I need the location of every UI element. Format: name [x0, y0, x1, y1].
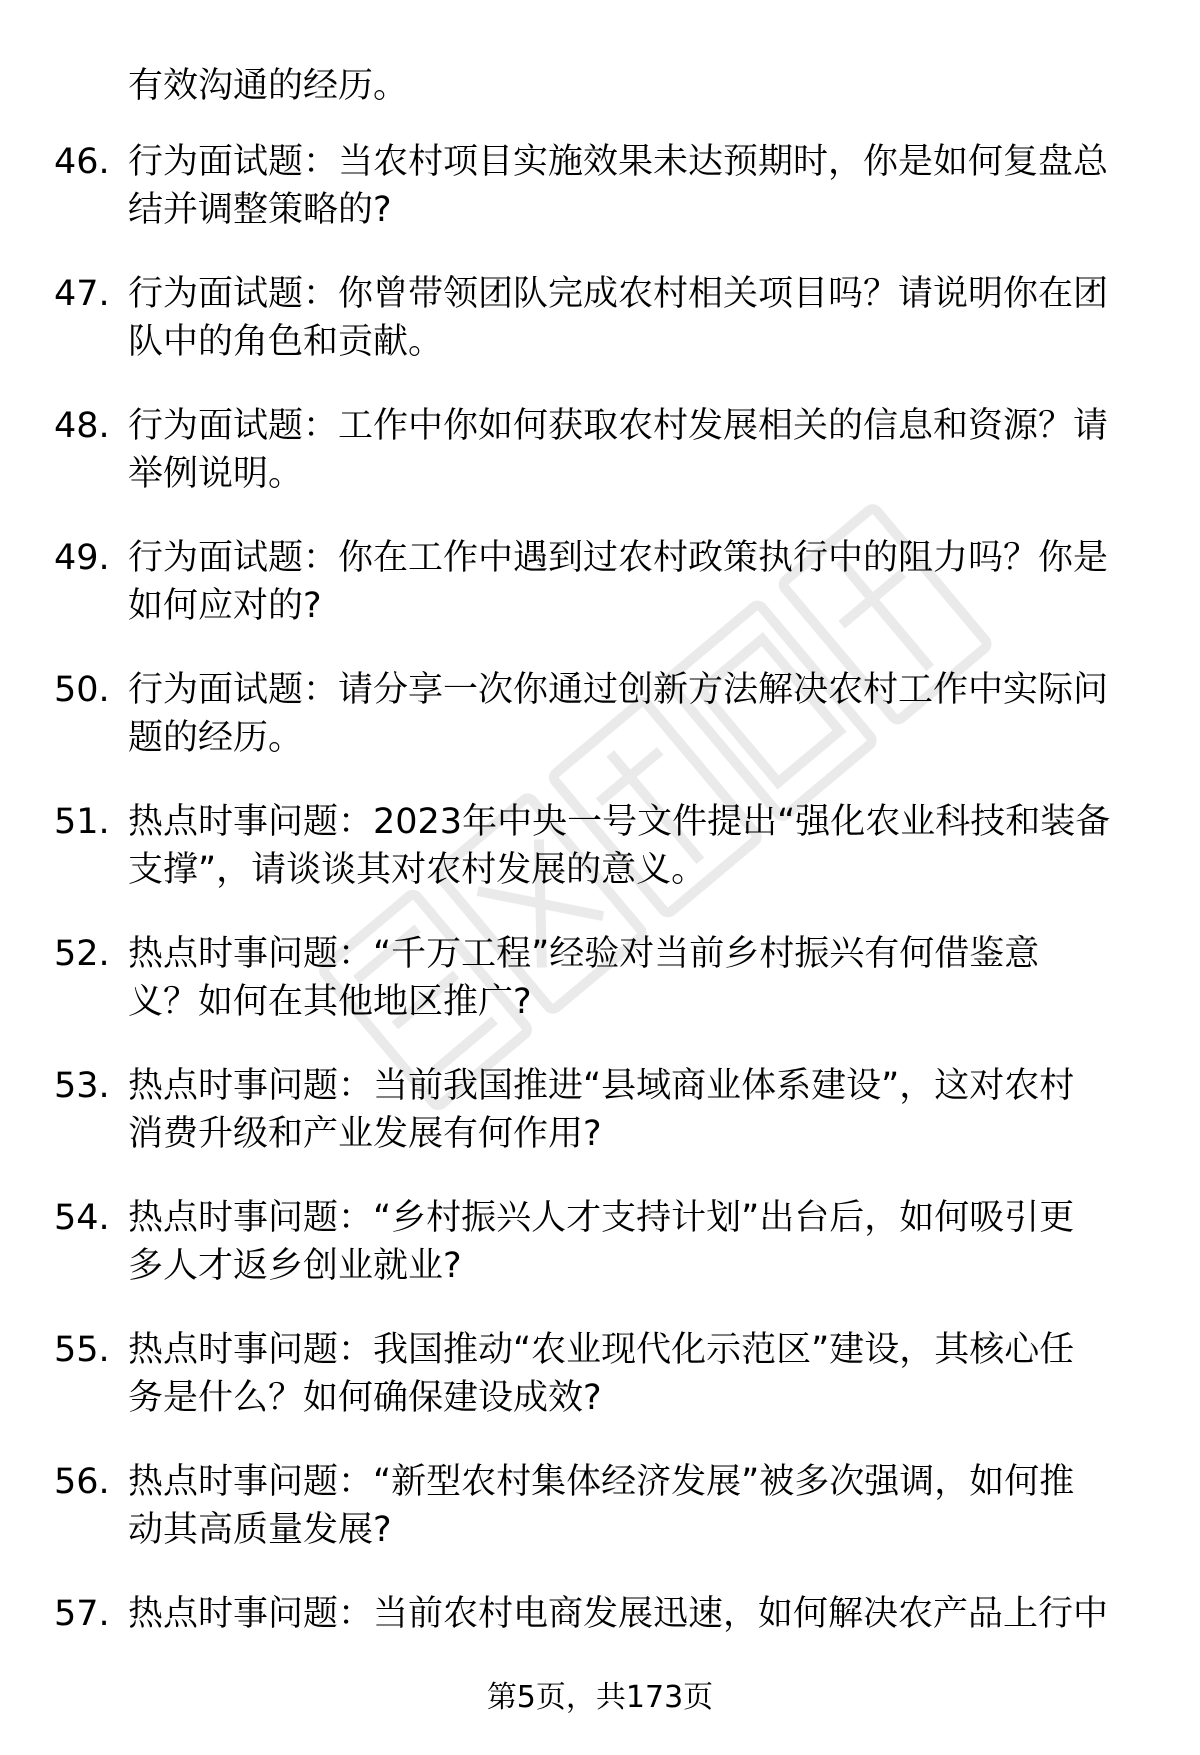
question-number: 52.: [54, 934, 110, 974]
question-text-line-2: 结并调整策略的?: [128, 190, 392, 230]
question-number: 56.: [54, 1462, 110, 1502]
question-number: 48.: [54, 406, 110, 446]
list-item: [0, 798, 1200, 930]
question-text-line-2: 支撑”，请谈谈其对农村发展的意义。: [128, 850, 707, 890]
list-item: [0, 930, 1200, 1062]
question-text-line-1: 行为面试题：工作中你如何获取农村发展相关的信息和资源？请: [128, 406, 1109, 446]
question-text-line-2: 举例说明。: [128, 454, 304, 494]
question-text-line-2: 队中的角色和贡献。: [128, 322, 444, 362]
question-number: 46.: [54, 142, 110, 182]
question-list: [0, 138, 1200, 1722]
question-text-line-2: 消费升级和产业发展有何作用?: [128, 1114, 602, 1154]
list-item: [0, 1062, 1200, 1194]
question-text-line-2: 务是什么？如何确保建设成效?: [128, 1378, 602, 1418]
question-text-line-1: 热点时事问题：“千万工程”经验对当前乡村振兴有何借鉴意: [128, 934, 1040, 974]
list-item: [0, 1326, 1200, 1458]
question-number: 57.: [54, 1594, 110, 1634]
question-number: 51.: [54, 802, 110, 842]
question-number: 47.: [54, 274, 110, 314]
question-number: 49.: [54, 538, 110, 578]
question-text-line-2: 动其高质量发展?: [128, 1510, 392, 1550]
question-text-line-1: 热点时事问题：我国推动“农业现代化示范区”建设，其核心任: [128, 1330, 1075, 1370]
question-text-line-1: 行为面试题：当农村项目实施效果未达预期时，你是如何复盘总: [128, 142, 1109, 182]
list-item: [0, 666, 1200, 798]
question-text-line-1: 行为面试题：请分享一次你通过创新方法解决农村工作中实际问: [128, 670, 1109, 710]
continuation-text: 有效沟通的经历。: [128, 66, 409, 106]
list-item: [0, 138, 1200, 270]
list-item: [0, 1194, 1200, 1326]
question-text-line-1: 热点时事问题：“乡村振兴人才支持计划”出台后，如何吸引更: [128, 1198, 1075, 1238]
page-footer: 第5页，共173页: [486, 1680, 714, 1715]
question-number: 50.: [54, 670, 110, 710]
list-item: [0, 402, 1200, 534]
question-text-line-1: 行为面试题：你曾带领团队完成农村相关项目吗？请说明你在团: [128, 274, 1109, 314]
question-number: 54.: [54, 1198, 110, 1238]
question-text-line-2: 义？如何在其他地区推广?: [128, 982, 532, 1022]
question-text-line-2: 如何应对的?: [128, 586, 322, 626]
question-text-line-1: 热点时事问题：“新型农村集体经济发展”被多次强调，如何推: [128, 1462, 1075, 1502]
list-item: [0, 1458, 1200, 1590]
question-number: 55.: [54, 1330, 110, 1370]
question-number: 53.: [54, 1066, 110, 1106]
question-text-line-1: 热点时事问题：当前我国推进“县域商业体系建设”，这对农村: [128, 1066, 1075, 1106]
list-item: [0, 534, 1200, 666]
question-text-line-1: 热点时事问题：当前农村电商发展迅速，如何解决农产品上行中: [128, 1594, 1109, 1634]
list-item: [0, 270, 1200, 402]
question-text-line-2: 题的经历。: [128, 718, 304, 758]
question-text-line-1: 热点时事问题：2023年中央一号文件提出“强化农业科技和装备: [128, 802, 1111, 842]
question-text-line-2: 多人才返乡创业就业?: [128, 1246, 462, 1286]
question-text-line-1: 行为面试题：你在工作中遇到过农村政策执行中的阻力吗？你是: [128, 538, 1109, 578]
